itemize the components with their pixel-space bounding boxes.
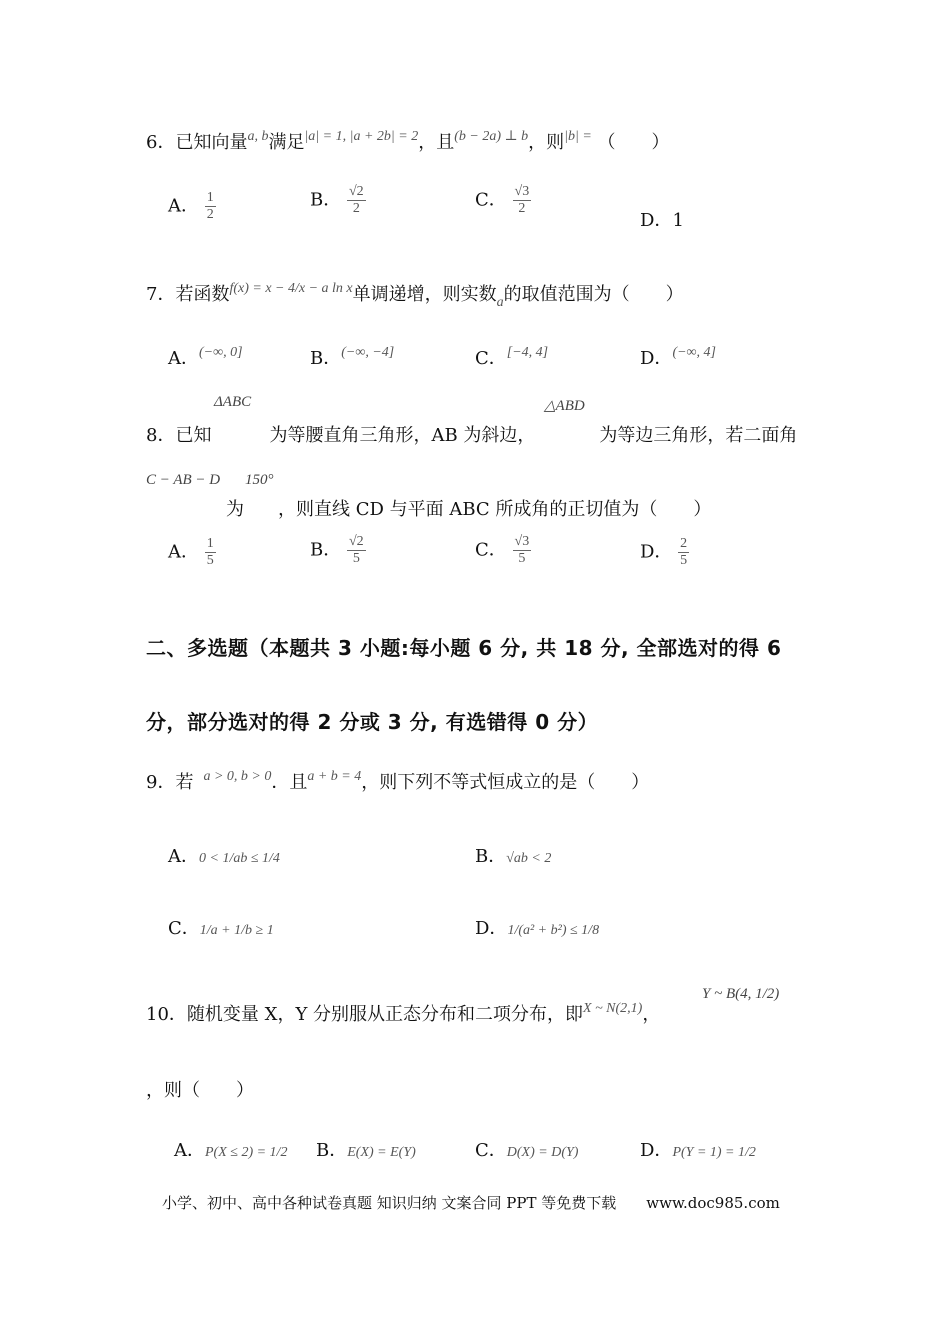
question-9-stem <box>146 768 649 794</box>
fraction <box>513 184 532 217</box>
q8-option-c <box>475 534 531 567</box>
q10-option-a <box>174 1136 287 1162</box>
option-value: P(X ≤ 2) = 1/2 <box>205 1145 288 1160</box>
option-value: 1/a + 1/b ≥ 1 <box>199 923 274 938</box>
q10-text-a: 10．随机变量 X，Y 分别服从正态分布和二项分布，即 <box>146 1004 584 1025</box>
q8-option-b <box>310 534 366 567</box>
option-label: A． <box>168 348 199 369</box>
option-label: C． <box>475 348 507 369</box>
q9-option-c <box>168 914 274 940</box>
q8-angle: 150° <box>245 472 274 488</box>
q6-option-c <box>475 184 531 217</box>
q9-condition-1: a > 0, b > 0 <box>203 769 272 784</box>
q8-dihedral: C − AB − D <box>146 472 221 488</box>
section-2-heading-line-2: 分，部分选对的得 2 分或 3 分, 有选错得 0 分） <box>146 710 599 734</box>
option-label: C． <box>168 918 200 939</box>
numerator: √3 <box>514 534 530 549</box>
fraction <box>347 534 366 567</box>
q7-option-c <box>475 344 548 370</box>
q10-comma: ， <box>642 1004 661 1025</box>
footer-text: 小学、初中、高中各种试卷真题 知识归纳 文案合同 PPT 等免费下载 <box>162 1194 617 1212</box>
q6-condition-2: (b − 2a) ⊥ b <box>454 129 529 144</box>
numerator: √3 <box>514 184 530 199</box>
q8-triangle-abc: ΔABC <box>214 394 252 410</box>
option-label: D． <box>640 210 673 231</box>
q7-option-b <box>310 344 394 370</box>
q6-option-a <box>168 190 216 223</box>
option-value: 1/(a² + b²) ≤ 1/8 <box>507 923 600 938</box>
denominator: 5 <box>680 553 688 568</box>
q8-text-b: 为等腰直角三角形，AB 为斜边， <box>269 425 536 446</box>
option-label: D． <box>640 348 673 369</box>
q9-option-a <box>168 842 280 868</box>
question-8-stem-cont <box>226 495 711 521</box>
option-label: A． <box>168 541 199 563</box>
q9-text-a: 9．若 <box>146 772 194 793</box>
q8-text-d: 为 <box>226 499 244 520</box>
denominator: 5 <box>518 551 526 566</box>
q6-vectors: a, b <box>247 129 269 144</box>
question-8-stem <box>146 421 797 447</box>
option-label: A． <box>168 846 199 867</box>
option-label: B． <box>316 1140 348 1161</box>
option-value: D(X) = D(Y) <box>506 1145 579 1160</box>
q7-text-b: 单调递增，则实数 <box>352 284 497 305</box>
option-label: B． <box>475 846 507 867</box>
denominator: 5 <box>206 553 214 568</box>
option-value: (−∞, 4] <box>672 345 716 360</box>
numerator: 2 <box>680 536 688 551</box>
q6-text-b: 满足 <box>268 132 305 153</box>
q8-triangle-abd: △ABD <box>544 398 585 414</box>
numerator: √2 <box>348 534 364 549</box>
option-value: 1 <box>672 210 684 231</box>
q10-option-c <box>475 1136 578 1162</box>
option-label: D． <box>475 918 508 939</box>
denominator: 5 <box>352 551 360 566</box>
numerator: 1 <box>206 190 214 205</box>
option-label: A． <box>174 1140 205 1161</box>
q7-function: f(x) = x − 4/x − a ln x <box>229 281 353 296</box>
option-value: [−4, 4] <box>506 345 549 360</box>
section-2-heading-line-1: 二、多选题（本题共 3 小题:每小题 6 分, 共 18 分, 全部选对的得 6 <box>146 636 782 660</box>
option-value: (−∞, −4] <box>341 345 395 360</box>
q10-distribution-x: X ~ N(2,1) <box>583 1001 643 1016</box>
option-label: C． <box>475 189 507 211</box>
q7-option-a <box>168 344 243 370</box>
option-value: √ab < 2 <box>506 851 552 866</box>
q6-answer-paren: （ ） <box>597 132 670 153</box>
option-value: E(X) = E(Y) <box>347 1145 416 1160</box>
option-value: P(Y = 1) = 1/2 <box>672 1145 756 1160</box>
q7-text-c: 的取值范围为（ ） <box>503 284 684 305</box>
denominator: 2 <box>206 207 214 222</box>
q6-text-d: ，则 <box>528 132 565 153</box>
q8-text-a: 8．已知 <box>146 425 212 446</box>
q10-option-b <box>316 1136 416 1162</box>
option-label: C． <box>475 1140 507 1161</box>
q6-ask: |b| = <box>564 129 592 144</box>
q10-distribution-y: Y ~ B(4, 1/2) <box>702 986 780 1002</box>
q6-option-b <box>310 184 366 217</box>
fraction <box>205 190 216 223</box>
q9-option-d <box>475 914 599 940</box>
option-label: A． <box>168 195 199 217</box>
q9-option-b <box>475 842 551 868</box>
page-footer <box>162 1192 780 1213</box>
q8-option-a <box>168 536 216 569</box>
q6-option-d <box>640 206 684 232</box>
fraction <box>205 536 216 569</box>
q7-option-d <box>640 344 716 370</box>
numerator: 1 <box>206 536 214 551</box>
question-6-stem <box>146 128 670 154</box>
option-label: C． <box>475 539 507 561</box>
denominator: 2 <box>518 201 526 216</box>
q10-option-d <box>640 1136 756 1162</box>
option-value: 0 < 1/ab ≤ 1/4 <box>199 851 280 866</box>
question-7-stem <box>146 280 684 310</box>
q9-condition-2: a + b = 4 <box>307 769 362 784</box>
q6-condition-1: |a| = 1, |a + 2b| = 2 <box>304 129 419 144</box>
fraction <box>513 534 532 567</box>
option-label: B． <box>310 189 342 211</box>
q6-text-a: 6．已知向量 <box>146 132 248 153</box>
footer-url[interactable]: www.doc985.com <box>646 1194 780 1212</box>
option-label: B． <box>310 348 342 369</box>
q8-text-e: ，则直线 CD 与平面 ABC 所成角的正切值为（ ） <box>278 499 712 520</box>
option-label: B． <box>310 539 342 561</box>
fraction <box>347 184 366 217</box>
q9-text-c: ，则下列不等式恒成立的是（ ） <box>361 772 650 793</box>
fraction <box>678 536 689 569</box>
q7-variable: a <box>496 295 504 310</box>
q6-text-c: ，且 <box>418 132 455 153</box>
q10-text-b: ，则（ ） <box>146 1080 254 1101</box>
option-value: (−∞, 0] <box>199 345 243 360</box>
denominator: 2 <box>352 201 360 216</box>
q7-text-a: 7．若函数 <box>146 284 230 305</box>
q8-text-c: 为等边三角形，若二面角 <box>599 425 798 446</box>
question-10-stem <box>146 1000 660 1026</box>
numerator: √2 <box>348 184 364 199</box>
q9-text-b: ．且 <box>271 772 308 793</box>
option-label: D． <box>640 1140 673 1161</box>
q8-option-d <box>640 536 689 569</box>
option-label: D． <box>640 541 673 563</box>
